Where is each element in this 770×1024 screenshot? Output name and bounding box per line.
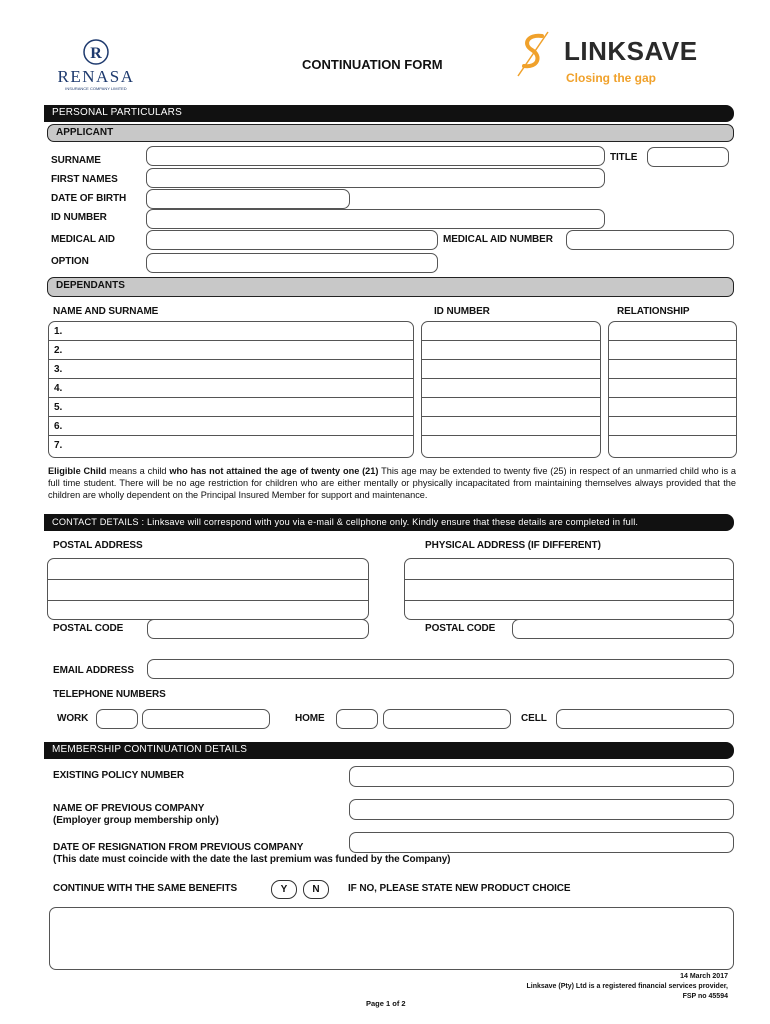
resignation-note: (This date must coincide with the date the last premium was funded by the Company) bbox=[53, 854, 451, 865]
email-field[interactable] bbox=[147, 659, 734, 679]
physical-address-label: PHYSICAL ADDRESS (IF DIFFERENT) bbox=[425, 540, 601, 551]
work-number-field[interactable] bbox=[142, 709, 270, 729]
new-product-field[interactable] bbox=[49, 907, 734, 970]
dependant-relationship-cell[interactable] bbox=[609, 322, 736, 341]
dependants-name-column bbox=[48, 321, 414, 458]
footer-date: 14 March 2017 bbox=[680, 973, 728, 980]
physical-address-line[interactable] bbox=[405, 559, 733, 580]
postal-address-line[interactable] bbox=[48, 580, 368, 601]
prev-company-label: NAME OF PREVIOUS COMPANY bbox=[53, 803, 205, 814]
cell-number-field[interactable] bbox=[556, 709, 734, 729]
medical-aid-number-label: MEDICAL AID NUMBER bbox=[443, 234, 553, 245]
physical-postal-code-field[interactable] bbox=[512, 619, 734, 639]
telephone-label: TELEPHONE NUMBERS bbox=[53, 689, 166, 700]
postal-address-label: POSTAL ADDRESS bbox=[53, 540, 143, 551]
col-relationship-label: RELATIONSHIP bbox=[617, 306, 690, 317]
resignation-date-field[interactable] bbox=[349, 832, 734, 853]
linksave-s-icon bbox=[514, 30, 554, 80]
physical-address-field[interactable] bbox=[404, 558, 734, 620]
linksave-logo bbox=[514, 30, 734, 90]
dependant-relationship-cell[interactable] bbox=[609, 379, 736, 398]
eligible-child-note bbox=[48, 465, 736, 501]
dependant-row[interactable]: 4. bbox=[49, 379, 413, 398]
title-field[interactable] bbox=[647, 147, 729, 167]
home-code-field[interactable] bbox=[336, 709, 378, 729]
dependant-id-cell[interactable] bbox=[422, 436, 600, 455]
svg-text:R: R bbox=[90, 45, 102, 62]
dob-field[interactable] bbox=[146, 189, 350, 209]
col-name-label: NAME AND SURNAME bbox=[53, 306, 159, 317]
existing-policy-field[interactable] bbox=[349, 766, 734, 787]
medical-aid-label: MEDICAL AID bbox=[51, 234, 115, 245]
home-number-field[interactable] bbox=[383, 709, 511, 729]
page-number: Page 1 of 2 bbox=[366, 999, 406, 1008]
dependants-header: DEPENDANTS bbox=[47, 277, 734, 297]
footer-fsp-line1: Linksave (Pty) Ltd is a registered financial services provider, bbox=[526, 983, 728, 990]
dependant-id-cell[interactable] bbox=[422, 322, 600, 341]
yes-option[interactable]: Y bbox=[271, 880, 297, 899]
dependant-row[interactable]: 3. bbox=[49, 360, 413, 379]
option-field[interactable] bbox=[146, 253, 438, 273]
eligible-text-1: means a child bbox=[106, 466, 170, 476]
dob-label: DATE OF BIRTH bbox=[51, 193, 127, 204]
work-label: WORK bbox=[57, 713, 89, 724]
work-code-field[interactable] bbox=[96, 709, 138, 729]
first-names-label: FIRST NAMES bbox=[51, 174, 118, 185]
continue-benefits-label: CONTINUE WITH THE SAME BENEFITS bbox=[53, 883, 238, 894]
title-label: TITLE bbox=[610, 152, 638, 163]
dependant-id-cell[interactable] bbox=[422, 341, 600, 360]
renasa-wordmark: RENASA bbox=[57, 67, 135, 86]
existing-policy-label: EXISTING POLICY NUMBER bbox=[53, 770, 184, 781]
dependant-id-cell[interactable] bbox=[422, 417, 600, 436]
linksave-tagline: Closing the gap bbox=[566, 71, 656, 85]
eligible-age-clause: who has not attained the age of twenty one (21) bbox=[169, 466, 379, 476]
renasa-emblem-icon bbox=[50, 38, 142, 68]
cell-label: CELL bbox=[521, 713, 547, 724]
renasa-tagline: INSURANCE COMPANY LIMITED bbox=[65, 86, 127, 91]
email-label: EMAIL ADDRESS bbox=[53, 665, 134, 676]
medical-aid-number-field[interactable] bbox=[566, 230, 734, 250]
prev-company-note: (Employer group membership only) bbox=[53, 815, 219, 826]
eligible-child-term: Eligible Child bbox=[48, 466, 107, 476]
dependant-row[interactable]: 2. bbox=[49, 341, 413, 360]
postal-address-field[interactable] bbox=[47, 558, 369, 620]
physical-address-line[interactable] bbox=[405, 601, 733, 620]
resignation-label: DATE OF RESIGNATION FROM PREVIOUS COMPANY bbox=[53, 842, 304, 853]
renasa-logo bbox=[50, 38, 142, 94]
id-number-field[interactable] bbox=[146, 209, 605, 229]
postal-address-line[interactable] bbox=[48, 559, 368, 580]
no-option[interactable]: N bbox=[303, 880, 329, 899]
dependants-relationship-column bbox=[608, 321, 737, 458]
personal-particulars-header: PERSONAL PARTICULARS bbox=[44, 105, 734, 122]
dependant-row[interactable]: 6. bbox=[49, 417, 413, 436]
surname-field[interactable] bbox=[146, 146, 605, 166]
dependant-relationship-cell[interactable] bbox=[609, 436, 736, 455]
membership-header: MEMBERSHIP CONTINUATION DETAILS bbox=[44, 742, 734, 759]
dependant-relationship-cell[interactable] bbox=[609, 341, 736, 360]
dependant-id-cell[interactable] bbox=[422, 379, 600, 398]
option-label: OPTION bbox=[51, 256, 89, 267]
linksave-wordmark: LINKSAVE bbox=[564, 36, 698, 66]
home-label: HOME bbox=[295, 713, 325, 724]
postal-code-field[interactable] bbox=[147, 619, 369, 639]
medical-aid-field[interactable] bbox=[146, 230, 438, 250]
footer-fsp-line2: FSP no 45594 bbox=[682, 993, 728, 1000]
physical-postal-code-label: POSTAL CODE bbox=[425, 623, 496, 634]
form-title: CONTINUATION FORM bbox=[302, 57, 443, 72]
first-names-field[interactable] bbox=[146, 168, 605, 188]
postal-code-label: POSTAL CODE bbox=[53, 623, 124, 634]
dependant-id-cell[interactable] bbox=[422, 398, 600, 417]
postal-address-line[interactable] bbox=[48, 601, 368, 620]
id-number-label: ID NUMBER bbox=[51, 212, 107, 223]
dependant-row[interactable]: 5. bbox=[49, 398, 413, 417]
eligible-text-2: This age may be extended to twenty five (25) in respect of an unmarried child who is a full time student. There will be no age restriction for children who are either mentally or physically incapacitated from maintaining themselves always provided that the children are wholly dependent on the Principal Insured Member for support and maintenance. bbox=[48, 466, 736, 500]
applicant-header: APPLICANT bbox=[47, 124, 734, 142]
physical-address-line[interactable] bbox=[405, 580, 733, 601]
contact-details-header: CONTACT DETAILS : Linksave will correspond with you via e-mail & cellphone only. Kindly ensure that these details are completed in full. bbox=[44, 514, 734, 531]
dependants-id-column bbox=[421, 321, 601, 458]
prev-company-field[interactable] bbox=[349, 799, 734, 820]
dependant-relationship-cell[interactable] bbox=[609, 398, 736, 417]
surname-label: SURNAME bbox=[51, 155, 101, 166]
dependant-id-cell[interactable] bbox=[422, 360, 600, 379]
col-id-label: ID NUMBER bbox=[434, 306, 490, 317]
dependant-relationship-cell[interactable] bbox=[609, 360, 736, 379]
dependant-relationship-cell[interactable] bbox=[609, 417, 736, 436]
dependant-row[interactable]: 1. bbox=[49, 322, 413, 341]
new-product-label: IF NO, PLEASE STATE NEW PRODUCT CHOICE bbox=[348, 883, 571, 894]
dependant-row[interactable]: 7. bbox=[54, 440, 63, 451]
